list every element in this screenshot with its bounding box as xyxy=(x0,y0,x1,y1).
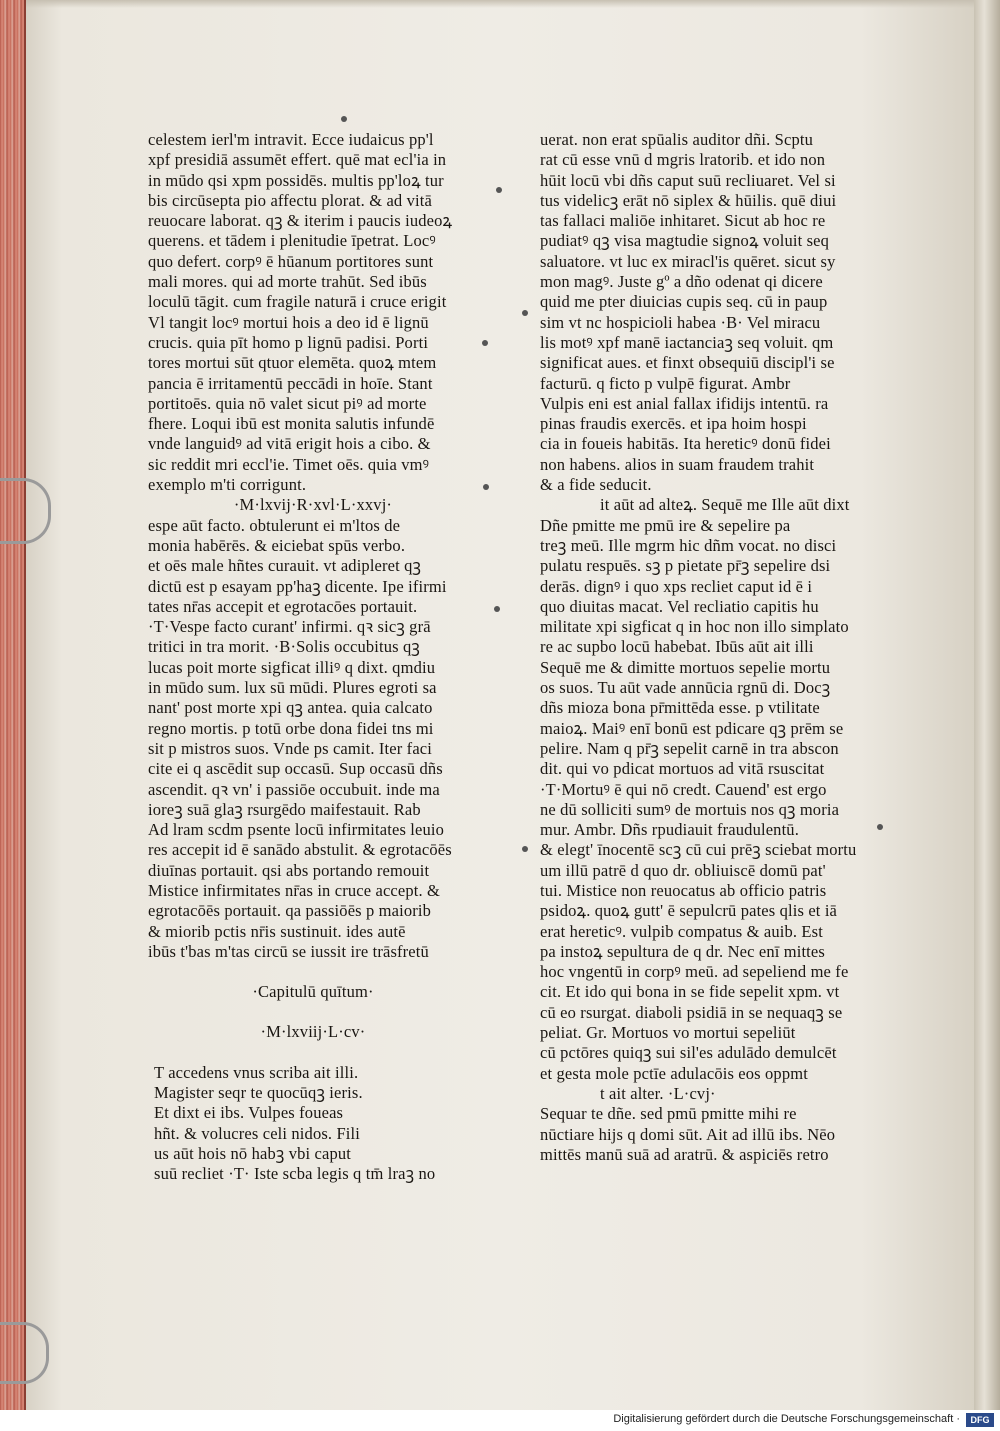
text-line: egrotacōēs portauit. qa passiōēs p maiorib xyxy=(148,901,432,921)
text-line: quid me pter diuicias cupis seq. cū in paup xyxy=(540,292,828,312)
text-line: tas fallaci maliōe inhitaret. Sicut ab hoc re xyxy=(540,211,826,231)
text-line: loculū tāgit. cum fragile naturā i cruce erigit xyxy=(148,292,447,312)
text-line: exemplo m'ti corrigunt. xyxy=(148,475,307,495)
text-line: quo defert. corpꝰ ē hūanum portitores sunt xyxy=(148,251,434,271)
text-line: mittēs manū suā ad aratrū. & aspiciēs retro xyxy=(540,1144,829,1164)
text-line: Vl tangit locꝰ mortui hois a deo id ē lignū xyxy=(148,312,429,332)
text-line: militate xpi sigficat q in hoc non illo simplato xyxy=(540,617,849,637)
worm-hole xyxy=(494,606,500,612)
text-line: treꝫ meū. Ille mgrm hic dñm vocat. no disci xyxy=(540,535,837,555)
text-line: significat aues. et finxt obsequiū discipl'i se xyxy=(540,353,835,373)
text-line: mali mores. qui ad morte trahūt. Sed ibūs xyxy=(148,272,427,292)
text-line: pinas fraudis exercēs. et ipa hoim hospi xyxy=(540,414,807,434)
left-reference-line: ·M·lxvij·R·xvl·L·xxvj· xyxy=(233,495,393,515)
text-line: pelire. Nam q pr̄ꝫ sepelit carnē in tra abscon xyxy=(540,738,839,758)
text-line: tores mortui sūt qtuor elemēta. quoꝝ mtem xyxy=(148,353,437,373)
text-line: cit. Et ido qui bona in se fide sepelit xpm. vt xyxy=(540,982,840,1002)
text-line: us aūt hois nō habꝫ vbi caput xyxy=(154,1143,352,1163)
text-line: os suos. Tu aūt vade annūcia rgnū di. Docꝫ xyxy=(540,678,831,698)
text-line: tates nr̄as accepit et egrotacōes portauit. xyxy=(148,596,418,616)
text-line: vnde languidꝰ ad vitā erigit hois a cibo. & xyxy=(148,434,431,454)
text-line: & miorib pctis nr̄is sustinuit. ides autē xyxy=(148,921,406,941)
text-line: dit. qui vo pdicat mortuos ad vitā rsuscitat xyxy=(540,759,825,779)
text-line: re ac supbo locū habebat. Ibūs aūt ait illi xyxy=(540,637,814,657)
text-line: hñt. & volucres celi nidos. Fili xyxy=(154,1123,360,1143)
text-line: tui. Mistice non reuocatus ab officio patris xyxy=(540,880,827,900)
text-line: crucis. quia pīt homo p lignū padisi. Porti xyxy=(148,332,429,352)
text-line: cite ei q ascēdit sup occasū. Sup occasū dñs xyxy=(148,759,443,779)
left-text-column xyxy=(148,130,478,1185)
text-line: saluatore. vt luc ex miracl'is quēret. sicut sy xyxy=(540,251,836,271)
text-line: ascendit. qꝛ vn' i passiōe occubuit. inde ma xyxy=(148,779,440,799)
text-line: lucas poit morte sigficat illiꝰ q dixt. qmdiu xyxy=(148,657,436,677)
text-line: uerat. non erat spūalis auditor dñi. Scptu xyxy=(540,130,813,149)
text-line: ne dū solliciti sumꝰ de mortuis nos qꝫ moria xyxy=(540,799,840,819)
text-line: et gesta mole pctīe adulacōis eos oppmt xyxy=(540,1063,808,1083)
text-line: hoc vngentū in corpꝰ meū. ad sepeliend me fe xyxy=(540,962,849,982)
text-line: pulatu respuēs. sꝫ p pietate pr̄ꝫ sepelire dsi xyxy=(540,556,831,576)
text-line: in mūdo sum. lux sū mūdi. Plures egroti sa xyxy=(148,678,437,698)
page-fore-edge xyxy=(974,0,1000,1410)
text-line: ibūs t'bas m'tas circū se iussit ire trāsfretū xyxy=(148,941,429,961)
page-top-shadow xyxy=(24,0,974,8)
text-line: querens. et tādem i plenitudie īpetrat. Locꝰ xyxy=(148,231,436,251)
right-verse-line: it aūt ad alteꝝ. Sequē me Ille aūt dixt xyxy=(600,495,850,515)
text-line: Ad lram scdm psente locū infirmitates leuio xyxy=(148,820,445,840)
text-line: tritici in tra morit. ·B·Solis occubitus qꝫ xyxy=(148,637,420,657)
text-line: celestem ierl'm intravit. Ecce iudaicus pp'l xyxy=(148,130,434,149)
text-line: cia in foueis habitās. Ita hereticꝰ donū fidei xyxy=(540,434,831,454)
page-clip-icon xyxy=(0,478,51,544)
worm-hole xyxy=(482,340,488,346)
right-text-block-3 xyxy=(540,1104,885,1165)
text-line: mur. Ambr. Dñs rpudiauit fraudulentū. xyxy=(540,820,799,840)
left-text-block-3 xyxy=(148,1063,478,1185)
text-line: lis motꝰ xpf manē iactanciaꝫ seq voluit. qm xyxy=(540,332,834,352)
text-line: T accedens vnus scriba ait illi. xyxy=(154,1062,359,1082)
text-line: portitoēs. quia nō valet sicut piꝰ ad morte xyxy=(148,393,427,413)
text-line: reuocare laborat. qꝫ & iterim i paucis iudeoꝝ xyxy=(148,211,453,231)
text-line: Sequē me & dimitte mortuos sepelie mortu xyxy=(540,657,831,677)
right-reference-line: t ait alter. ·L·cvj· xyxy=(600,1083,716,1103)
text-line: & elegt' īnocentē scꝫ cū cui prēꝫ sciebat mortu xyxy=(540,840,857,860)
text-line: & a fide seducit. xyxy=(540,475,652,495)
text-line: Et dixt ei ibs. Vulpes foueas xyxy=(154,1103,344,1123)
text-line: ioreꝫ suā glaꝫ rsurgēdo maifestauit. Rab xyxy=(148,799,421,819)
text-line: erat hereticꝰ. vulpib compatus & auib. Est xyxy=(540,921,823,941)
text-line: regno mortis. p totū orbe dona fidei tns mi xyxy=(148,718,434,738)
text-line: et oēs male hñtes curauit. vt adipleret qꝫ xyxy=(148,556,422,576)
text-line: Sequar te dñe. sed pmū pmitte mihi re xyxy=(540,1104,797,1124)
text-line: hūit locū vbi dñs caput suū recliuaret. Vel si xyxy=(540,170,836,190)
text-line: psidoꝝ. quoꝝ gutt' ē sepulcrū pates qlis et iā xyxy=(540,901,838,921)
text-line: quo diuitas macat. Vel recliatio capitis hu xyxy=(540,596,819,616)
left-text-block-1 xyxy=(148,130,478,495)
right-text-block-1 xyxy=(540,130,885,495)
text-line: dñs mioza bona pr̄mittēda esse. p vtilitate xyxy=(540,698,820,718)
text-line: facturū. q ficto p vulpē figurat. Ambr xyxy=(540,373,791,393)
worm-hole xyxy=(483,484,489,490)
text-line: non habens. alios in suam fraudem trahit xyxy=(540,454,815,474)
left-text-block-2 xyxy=(148,516,478,963)
text-line: Magister seqr te quocūqꝫ ieris. xyxy=(154,1083,363,1103)
text-line: rat cū esse vnū d mgris lratorib. et ido non xyxy=(540,150,826,170)
text-line: in mūdo qsi xpm possidēs. multis pp'loꝝ tur xyxy=(148,170,444,190)
dfg-logo-icon: DFG xyxy=(966,1413,994,1427)
text-line: pudiatꝰ qꝫ visa magtudie signoꝝ voluit seq xyxy=(540,231,830,251)
text-line: tus videlicꝫ erāt nō siplex & hūilis. quē diui xyxy=(540,190,837,210)
worm-hole xyxy=(522,310,528,316)
text-line: sim vt nc hospicioli habea ·B· Vel miracu xyxy=(540,312,821,332)
text-line: pa instoꝝ sepultura de q dr. Nec enī mittes xyxy=(540,941,825,961)
text-line: mon magꝰ. Juste gº a dño odenat qi dicere xyxy=(540,272,823,292)
text-line: cū pctōres quiqꝫ sui sil'es adulādo demulcēt xyxy=(540,1043,837,1063)
text-line: um illū patrē d quo dr. obliuiscē domū pat' xyxy=(540,860,826,880)
text-line: derās. dignꝰ i quo xps recliet caput id ē i xyxy=(540,576,813,596)
text-line: Dñe pmitte me pmū ire & sepelire pa xyxy=(540,515,791,535)
text-line: monia habērēs. & eiciebat spūs verbo. xyxy=(148,535,406,555)
text-line: nūctiare hijs q domi sūt. Ait ad illū ibs. Nēo xyxy=(540,1124,836,1144)
worm-hole xyxy=(496,187,502,193)
text-line: bis circūsepta pio affectu plorat. & ad vitā xyxy=(148,190,432,210)
text-line: suū recliet ·T· Iste scba legis q tm̄ lraꝫ no xyxy=(154,1164,436,1184)
text-line: Vulpis eni est anial fallax ifidijs intentū. ra xyxy=(540,393,829,413)
text-line: ·T·Mortuꝰ ē qui nō credt. Cauend' est ergo xyxy=(540,779,827,799)
text-line: sic reddit mri eccl'ie. Timet oēs. quia vmꝰ xyxy=(148,454,430,474)
footer-bar xyxy=(0,1410,1000,1431)
text-line: fhere. Loqui ibū est monita salutis infundē xyxy=(148,414,435,434)
text-line: Mistice infirmitates nr̄as in cruce accept. & xyxy=(148,880,441,900)
text-line: pancia ē irritamentū peccādi in hoīe. Stant xyxy=(148,373,433,393)
text-line: nant' post morte xpi qꝫ antea. quia calcato xyxy=(148,698,433,718)
text-line: res accepit id ē sanādo abstulit. & egrotacōēs xyxy=(148,840,452,860)
page-clip-icon-lower xyxy=(0,1322,49,1384)
text-line: sit p mistros suos. Vnde ps camit. Iter faci xyxy=(148,738,433,758)
text-line: xpf presidiā assumēt effert. quē mat ecl'ia in xyxy=(148,150,447,170)
worm-hole xyxy=(522,846,528,852)
text-line: cū eo rsurgat. diaboli psidiā in se nequaqꝫ se xyxy=(540,1002,843,1022)
text-line: diuīnas portauit. qsi abs portando remouit xyxy=(148,860,430,880)
text-line: maioꝝ. Maiꝰ enī bonū est pdicare qꝫ prēm se xyxy=(540,718,844,738)
right-text-block-2 xyxy=(540,516,885,1084)
text-line: peliat. Gr. Mortuos vo mortui sepeliūt xyxy=(540,1023,796,1043)
book-block-edge xyxy=(0,0,26,1431)
worm-hole xyxy=(341,116,347,122)
left-reference-line-2: ·M·lxviij·L·cv· xyxy=(260,1022,366,1042)
text-line: dictū est p esayam pp'haꝫ dicente. Ipe ifirmi xyxy=(148,576,447,596)
right-text-column xyxy=(540,130,885,1165)
chapter-heading: ·Capitulū quītum· xyxy=(252,982,374,1002)
text-line: ·T·Vespe facto curant' infirmi. qꝛ sicꝫ grā xyxy=(148,617,431,637)
funding-notice: Digitalisierung gefördert durch die Deutsche Forschungsgemeinschaft · xyxy=(613,1413,960,1425)
text-line: espe aūt facto. obtulerunt ei m'ltos de xyxy=(148,515,401,535)
